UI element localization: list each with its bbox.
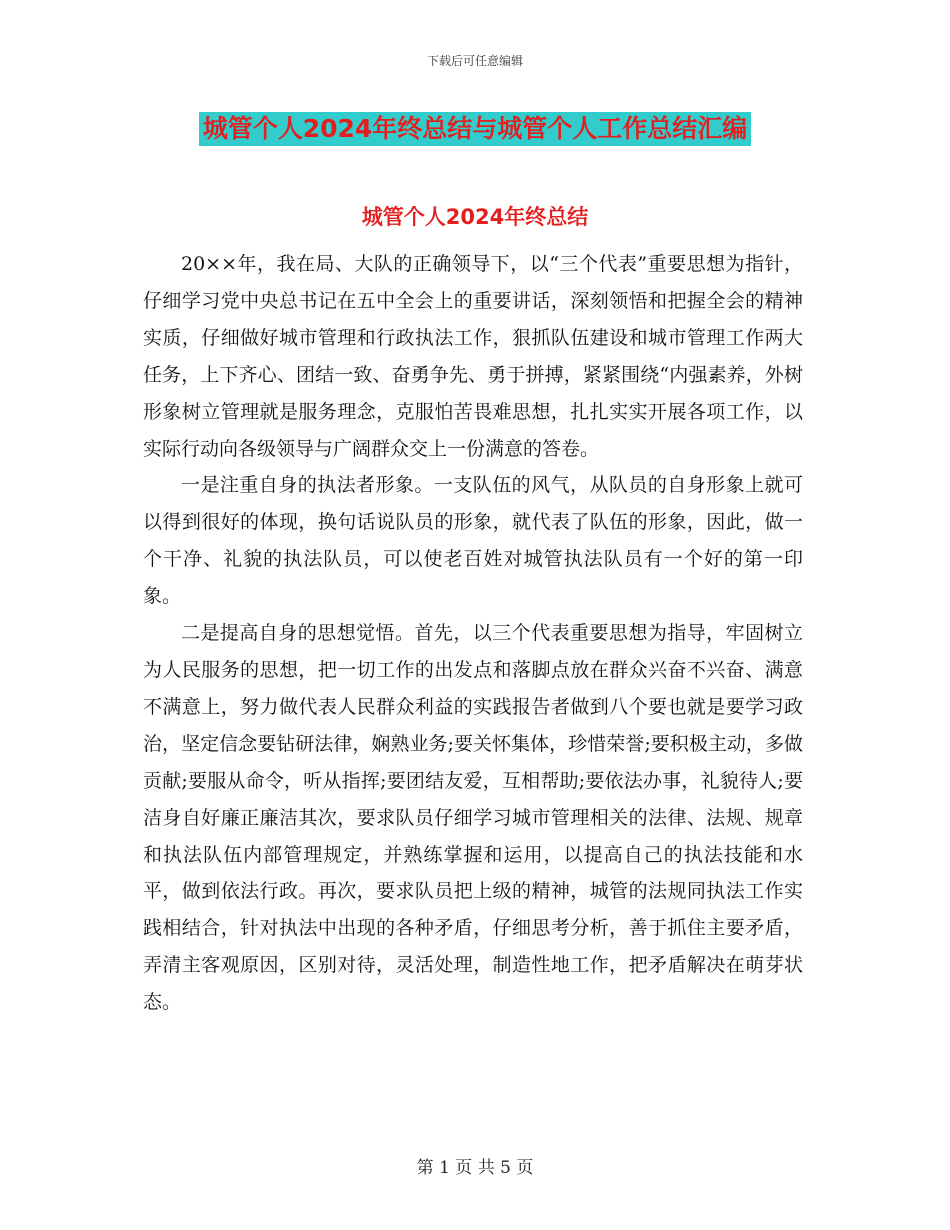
document-body [143,246,803,1021]
main-title-container [0,112,950,146]
paragraph: 20××年，我在局、大队的正确领导下，以“三个代表”重要思想为指针，仔细学习党中央总书记在五中全会上的重要讲话，深刻领悟和把握全会的精神实质，仔细做好城市管理和行政执法工作，狠抓队伍建设和城市管理工作两大任务，上下齐心、团结一致、奋勇争先、勇于拼搏，紧紧围绕“内强素养，外树形象树立管理就是服务理念，克服怕苦畏难思想，扎扎实实开展各项工作，以实际行动向各级领导与广阔群众交上一份满意的答卷。 [143,253,803,460]
main-title: 城管个人2024年终总结与城管个人工作总结汇编 [199,112,752,146]
page-header-note: 下载后可任意编辑 [426,54,523,68]
paragraph: 一是注重自身的执法者形象。一支队伍的风气，从队员的自身形象上就可以得到很好的体现，换句话说队员的形象，就代表了队伍的形象，因此，做一个干净、礼貌的执法队员，可以使老百姓对城管执法队员有一个好的第一印象。 [143,474,803,608]
page-number: 第 1 页 共 5 页 [416,1158,534,1178]
section-title: 城管个人2024年终总结 [361,205,589,229]
paragraph: 二是提高自身的思想觉悟。首先，以三个代表重要思想为指导，牢固树立为人民服务的思想，把一切工作的出发点和落脚点放在群众兴奋不兴奋、满意不满意上，努力做代表人民群众利益的实践报告者做到八个要也就是要学习政治，坚定信念要钻研法律，娴熟业务;要关怀集体，珍惜荣誉;要积极主动，多做贡献;要服从命令，听从指挥;要团结友爱，互相帮助;要依法办事，礼貌待人;要洁身自好廉正廉洁其次，要求队员仔细学习城市管理相关的法律、法规、规章和执法队伍内部管理规定，并熟练掌握和运用，以提高自己的执法技能和水平，做到依法行政。再次，要求队员把上级的精神，城管的法规同执法工作实践相结合，针对执法中出现的各种矛盾，仔细思考分析，善于抓住主要矛盾，弄清主客观原因，区别对待，灵活处理，制造性地工作，把矛盾解决在萌芽状态。 [143,622,803,1014]
